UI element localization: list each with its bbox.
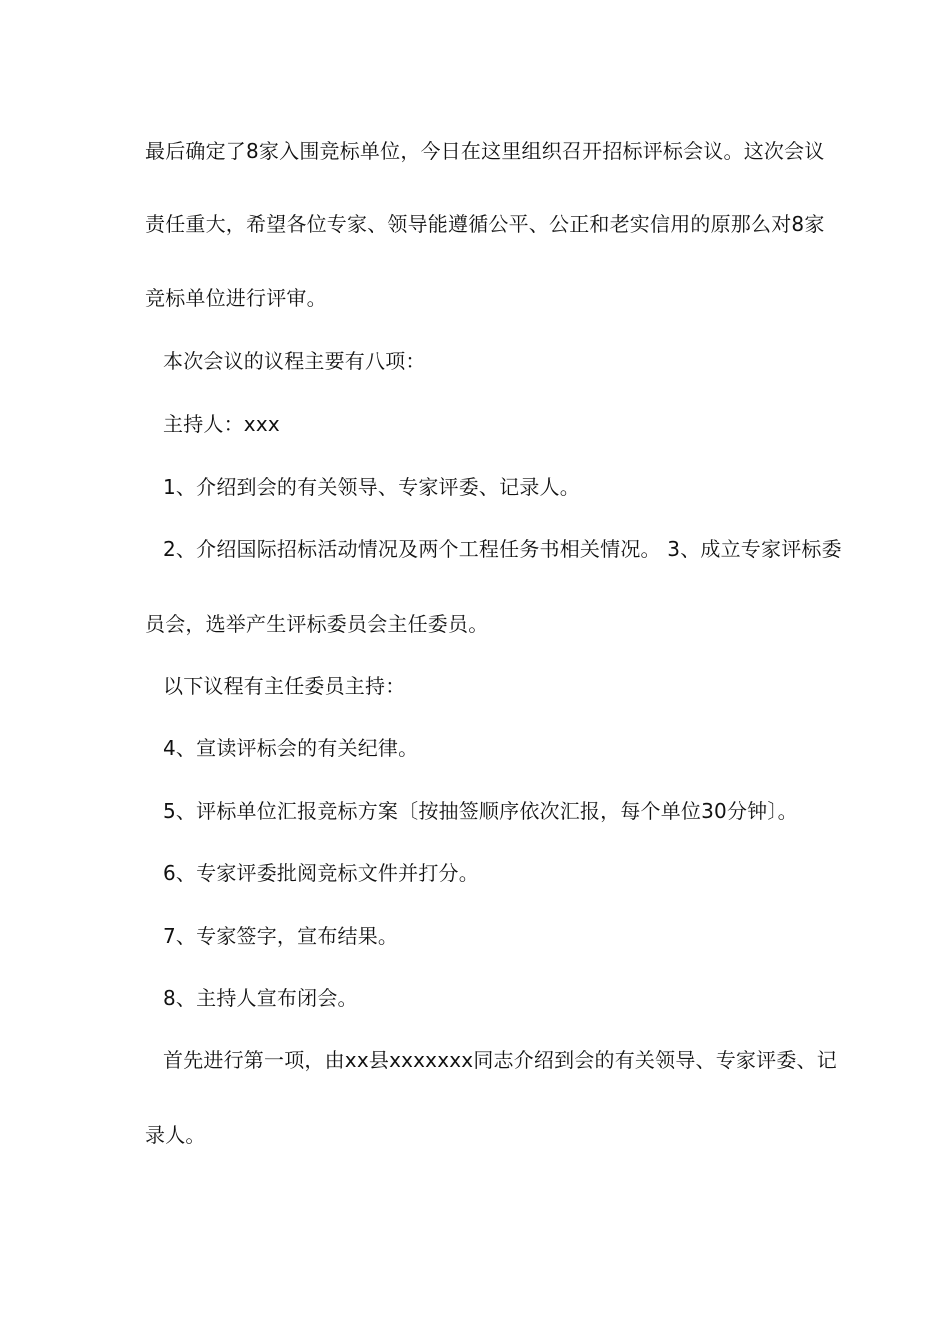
paragraph-line: 首先进行第一项，由xx县xxxxxxx同志介绍到会的有关领导、专家评委、记	[163, 1048, 837, 1072]
agenda-item: 2、介绍国际招标活动情况及两个工程任务书相关情况。 3、成立专家评标委	[163, 537, 842, 561]
paragraph-line: 责任重大，希望各位专家、领导能遵循公平、公正和老实信用的原那么对8家	[145, 212, 825, 236]
agenda-item: 6、专家评委批阅竞标文件并打分。	[163, 861, 479, 885]
agenda-subheading: 以下议程有主任委员主持：	[163, 674, 406, 698]
agenda-item: 4、宣读评标会的有关纪律。	[163, 736, 419, 760]
agenda-item: 5、评标单位汇报竞标方案〔按抽签顺序依次汇报，每个单位30分钟〕。	[163, 799, 798, 823]
paragraph-line: 最后确定了8家入围竞标单位，今日在这里组织召开招标评标会议。这次会议	[145, 139, 825, 163]
host-line: 主持人：xxx	[163, 412, 280, 436]
agenda-heading: 本次会议的议程主要有八项：	[163, 349, 426, 373]
agenda-item: 1、介绍到会的有关领导、专家评委、记录人。	[163, 475, 580, 499]
agenda-item-continuation: 员会，选举产生评标委员会主任委员。	[145, 612, 489, 636]
paragraph-line: 竞标单位进行评审。	[145, 286, 327, 310]
paragraph-line: 录人。	[145, 1123, 206, 1147]
agenda-item: 7、专家签字，宣布结果。	[163, 924, 399, 948]
agenda-item: 8、主持人宣布闭会。	[163, 986, 358, 1010]
